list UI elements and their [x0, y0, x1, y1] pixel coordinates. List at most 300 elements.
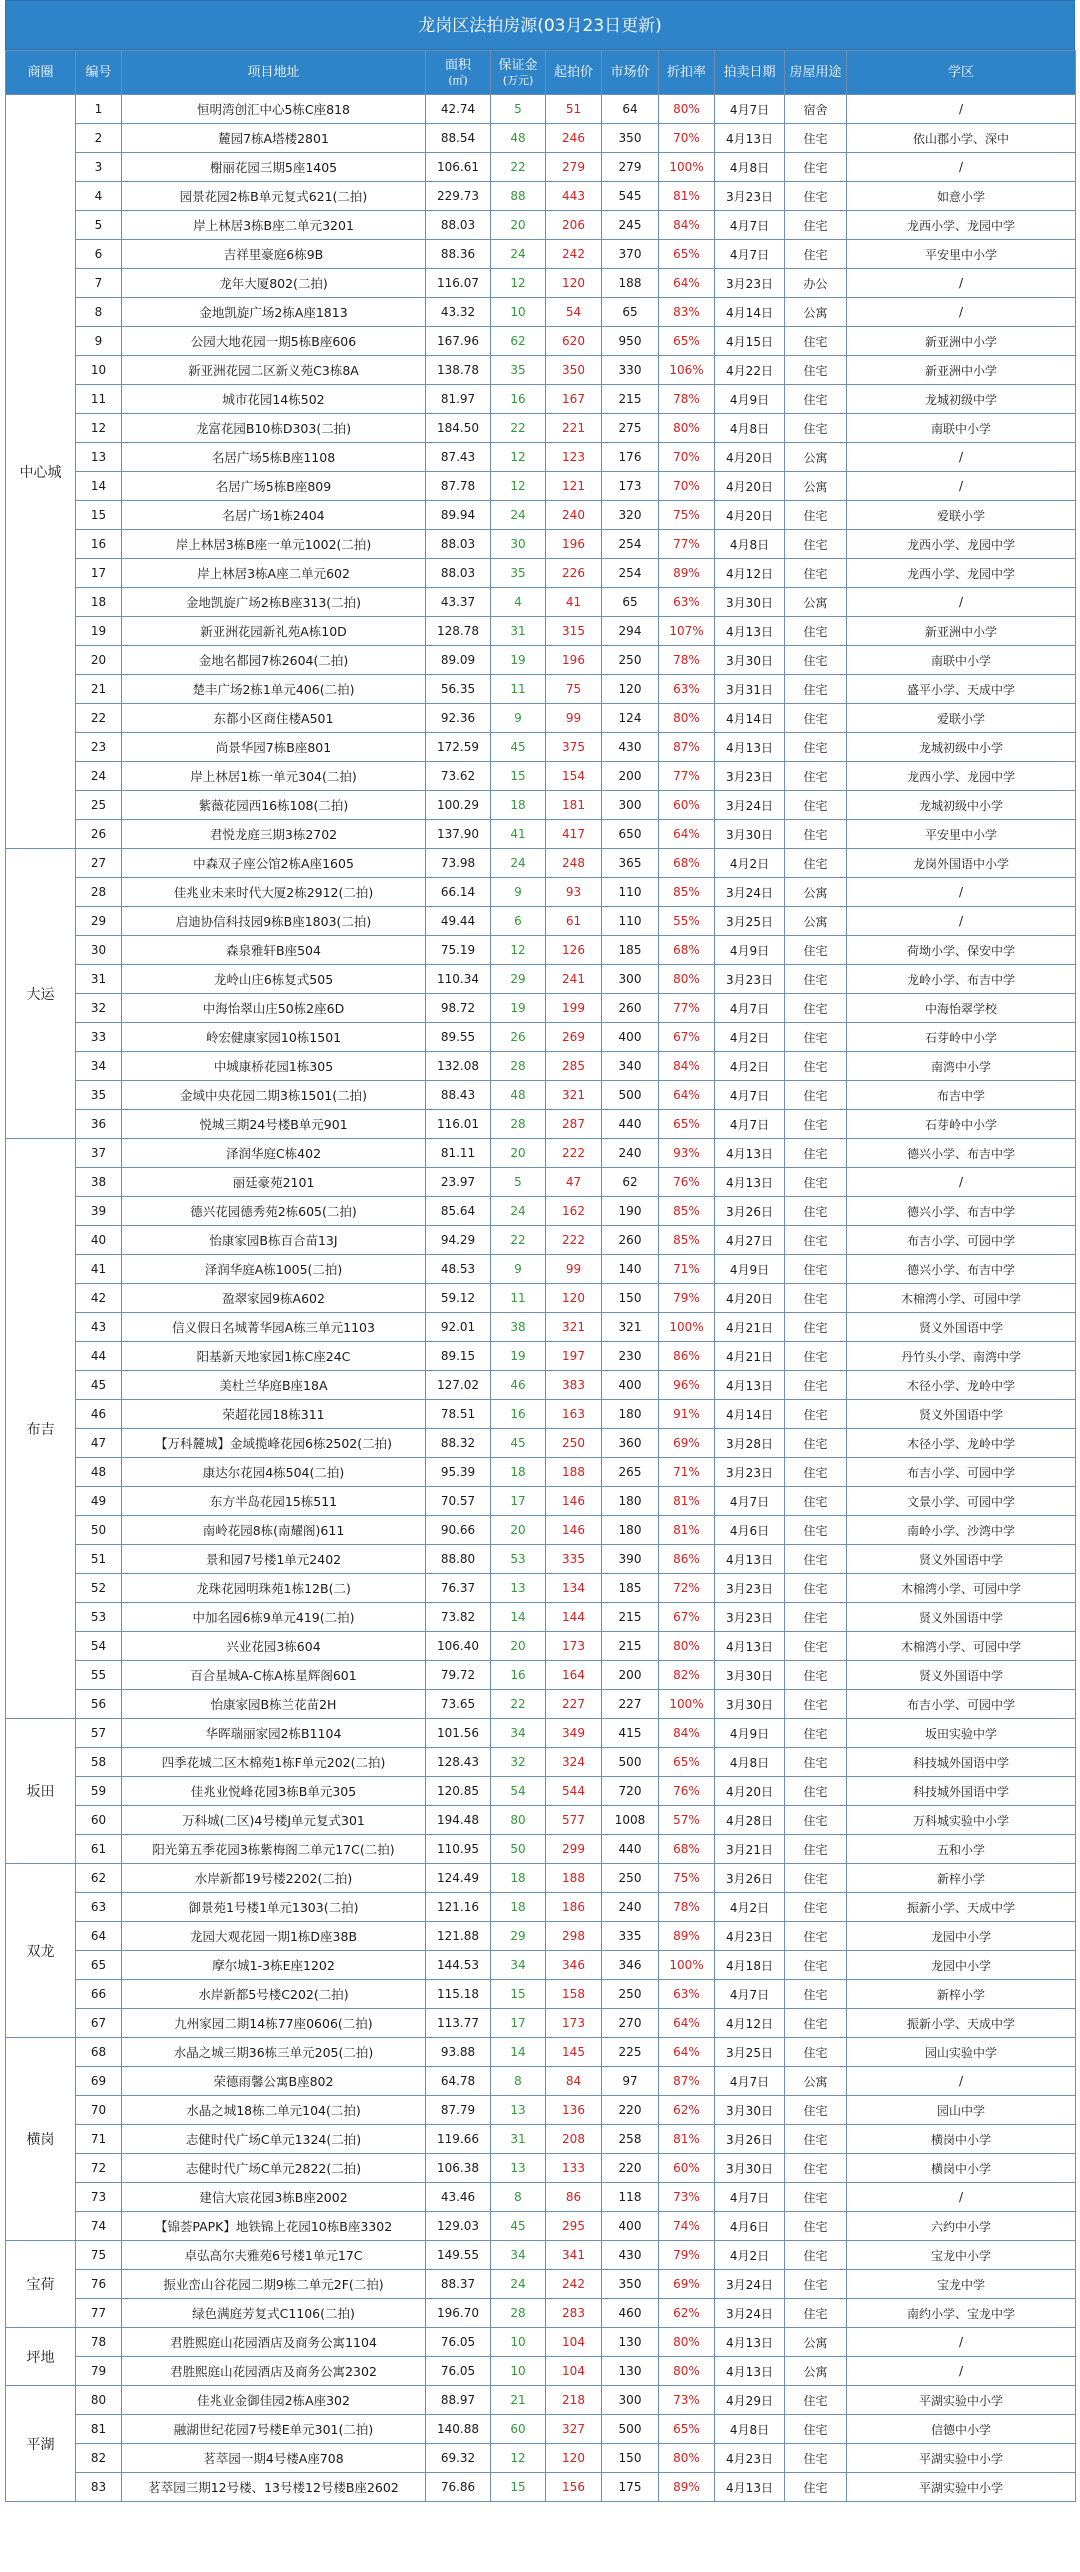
row-school: 园山实验中学 [847, 2038, 1076, 2067]
row-address: 金地名都园7栋2604(二拍) [122, 646, 426, 675]
row-address: 泽润华庭A栋1005(二拍) [122, 1255, 426, 1284]
row-market-price: 150 [602, 2444, 659, 2473]
row-usage: 住宅 [785, 2125, 847, 2154]
row-market-price: 150 [602, 1284, 659, 1313]
row-school: 贤义外国语中学 [847, 1603, 1076, 1632]
row-deposit: 88 [491, 182, 546, 211]
row-number: 44 [76, 1342, 122, 1371]
row-usage: 住宅 [785, 1458, 847, 1487]
row-usage: 住宅 [785, 1603, 847, 1632]
row-market-price: 110 [602, 878, 659, 907]
row-circle: 双龙 [6, 1864, 76, 2038]
row-discount: 70% [659, 472, 715, 501]
table-row [6, 1719, 1076, 1748]
row-number: 14 [76, 472, 122, 501]
row-area: 95.39 [426, 1458, 491, 1487]
row-area: 110.34 [426, 965, 491, 994]
row-deposit: 5 [491, 95, 546, 124]
row-school: 木径小学、龙岭中学 [847, 1429, 1076, 1458]
row-address: 茗萃园三期12号楼、13号楼12号楼B座2602 [122, 2473, 426, 2502]
row-deposit: 6 [491, 907, 546, 936]
table-row [6, 1574, 1076, 1603]
row-usage: 住宅 [785, 1516, 847, 1545]
row-usage: 住宅 [785, 2473, 847, 2502]
row-auction-date: 4月12日 [715, 559, 785, 588]
row-usage: 住宅 [785, 2212, 847, 2241]
row-address: 新亚洲花园二区新义苑C3栋8A [122, 356, 426, 385]
row-start-price: 383 [546, 1371, 602, 1400]
row-start-price: 246 [546, 124, 602, 153]
table-row [6, 298, 1076, 327]
row-auction-date: 4月27日 [715, 1226, 785, 1255]
row-auction-date: 3月25日 [715, 2038, 785, 2067]
row-circle: 大运 [6, 849, 76, 1139]
row-discount: 65% [659, 2415, 715, 2444]
row-area: 69.32 [426, 2444, 491, 2473]
row-discount: 91% [659, 1400, 715, 1429]
row-auction-date: 3月30日 [715, 820, 785, 849]
row-auction-date: 3月23日 [715, 269, 785, 298]
row-deposit: 32 [491, 1748, 546, 1777]
row-school: 宝龙中小学 [847, 2241, 1076, 2270]
row-discount: 57% [659, 1806, 715, 1835]
row-market-price: 370 [602, 240, 659, 269]
row-start-price: 443 [546, 182, 602, 211]
row-number: 41 [76, 1255, 122, 1284]
row-deposit: 11 [491, 675, 546, 704]
row-discount: 86% [659, 1342, 715, 1371]
row-auction-date: 4月13日 [715, 1371, 785, 1400]
row-deposit: 15 [491, 2473, 546, 2502]
row-address: 城市花园14栋502 [122, 385, 426, 414]
table-row [6, 559, 1076, 588]
row-address: 龙富花园B10栋D303(二拍) [122, 414, 426, 443]
row-school: 木棉湾小学、可园中学 [847, 1632, 1076, 1661]
row-school: 中海怡翠学校 [847, 994, 1076, 1023]
row-number: 68 [76, 2038, 122, 2067]
row-usage: 住宅 [785, 240, 847, 269]
row-start-price: 577 [546, 1806, 602, 1835]
row-area: 93.88 [426, 2038, 491, 2067]
row-deposit: 34 [491, 1951, 546, 1980]
row-start-price: 240 [546, 501, 602, 530]
row-area: 81.11 [426, 1139, 491, 1168]
row-start-price: 136 [546, 2096, 602, 2125]
table-row [6, 1545, 1076, 1574]
row-number: 35 [76, 1081, 122, 1110]
header-area-label: 面积 [444, 57, 471, 73]
row-area: 127.02 [426, 1371, 491, 1400]
row-auction-date: 3月23日 [715, 1458, 785, 1487]
row-discount: 60% [659, 791, 715, 820]
row-market-price: 340 [602, 1052, 659, 1081]
row-address: 尚景华园7栋B座801 [122, 733, 426, 762]
row-deposit: 18 [491, 1893, 546, 1922]
row-number: 13 [76, 443, 122, 472]
table-row [6, 1255, 1076, 1284]
header-date: 拍卖日期 [715, 51, 785, 95]
row-number: 79 [76, 2357, 122, 2386]
row-deposit: 29 [491, 965, 546, 994]
row-school: 平湖实验中小学 [847, 2444, 1076, 2473]
row-start-price: 349 [546, 1719, 602, 1748]
row-number: 51 [76, 1545, 122, 1574]
row-auction-date: 4月9日 [715, 936, 785, 965]
row-discount: 65% [659, 1110, 715, 1139]
row-circle: 横岗 [6, 2038, 76, 2241]
row-start-price: 104 [546, 2357, 602, 2386]
table-row [6, 1313, 1076, 1342]
row-area: 73.65 [426, 1690, 491, 1719]
row-start-price: 269 [546, 1023, 602, 1052]
row-area: 88.97 [426, 2386, 491, 2415]
row-deposit: 17 [491, 1487, 546, 1516]
row-number: 71 [76, 2125, 122, 2154]
table-row [6, 2386, 1076, 2415]
row-address: 盈翠家园9栋A602 [122, 1284, 426, 1313]
row-area: 101.56 [426, 1719, 491, 1748]
row-market-price: 1008 [602, 1806, 659, 1835]
row-usage: 住宅 [785, 1777, 847, 1806]
row-address: 园景花园2栋B单元复式621(二拍) [122, 182, 426, 211]
row-discount: 85% [659, 1226, 715, 1255]
row-deposit: 13 [491, 2096, 546, 2125]
row-usage: 住宅 [785, 2270, 847, 2299]
row-market-price: 245 [602, 211, 659, 240]
row-number: 29 [76, 907, 122, 936]
row-area: 89.15 [426, 1342, 491, 1371]
row-deposit: 15 [491, 762, 546, 791]
row-usage: 住宅 [785, 1690, 847, 1719]
row-usage: 住宅 [785, 2154, 847, 2183]
row-area: 149.55 [426, 2241, 491, 2270]
table-row [6, 1806, 1076, 1835]
row-school: 六约中小学 [847, 2212, 1076, 2241]
row-school: 新亚洲中小学 [847, 617, 1076, 646]
row-deposit: 34 [491, 1719, 546, 1748]
row-deposit: 10 [491, 298, 546, 327]
row-number: 25 [76, 791, 122, 820]
row-start-price: 206 [546, 211, 602, 240]
row-area: 196.70 [426, 2299, 491, 2328]
row-market-price: 215 [602, 1603, 659, 1632]
row-usage: 住宅 [785, 2386, 847, 2415]
row-school: 平安里中小学 [847, 240, 1076, 269]
row-discount: 100% [659, 153, 715, 182]
table-row [6, 1864, 1076, 1893]
row-start-price: 162 [546, 1197, 602, 1226]
row-auction-date: 4月6日 [715, 1516, 785, 1545]
row-start-price: 133 [546, 2154, 602, 2183]
row-address: 启迪协信科技园9栋B座1803(二拍) [122, 907, 426, 936]
row-auction-date: 4月20日 [715, 472, 785, 501]
row-school: 平湖实验中小学 [847, 2473, 1076, 2502]
row-auction-date: 4月6日 [715, 2212, 785, 2241]
row-school: 石芽岭中小学 [847, 1110, 1076, 1139]
row-market-price: 950 [602, 327, 659, 356]
row-number: 23 [76, 733, 122, 762]
row-auction-date: 3月28日 [715, 1429, 785, 1458]
row-market-price: 180 [602, 1400, 659, 1429]
row-school: 布吉中学 [847, 1081, 1076, 1110]
row-number: 66 [76, 1980, 122, 2009]
table-row [6, 2299, 1076, 2328]
row-usage: 住宅 [785, 1574, 847, 1603]
row-address: 中森双子座公馆2栋A座1605 [122, 849, 426, 878]
row-number: 16 [76, 530, 122, 559]
row-area: 129.03 [426, 2212, 491, 2241]
row-school: / [847, 269, 1076, 298]
row-discount: 89% [659, 559, 715, 588]
row-auction-date: 4月22日 [715, 356, 785, 385]
table-row [6, 240, 1076, 269]
row-discount: 62% [659, 2096, 715, 2125]
row-deposit: 62 [491, 327, 546, 356]
row-number: 57 [76, 1719, 122, 1748]
table-row [6, 704, 1076, 733]
row-discount: 69% [659, 1429, 715, 1458]
row-discount: 86% [659, 1545, 715, 1574]
row-usage: 住宅 [785, 936, 847, 965]
row-deposit: 19 [491, 646, 546, 675]
row-market-price: 175 [602, 2473, 659, 2502]
row-start-price: 145 [546, 2038, 602, 2067]
row-auction-date: 4月13日 [715, 733, 785, 762]
table-row [6, 472, 1076, 501]
row-usage: 住宅 [785, 1661, 847, 1690]
row-circle: 坂田 [6, 1719, 76, 1864]
row-deposit: 48 [491, 1081, 546, 1110]
table-row [6, 2096, 1076, 2125]
row-number: 74 [76, 2212, 122, 2241]
row-deposit: 80 [491, 1806, 546, 1835]
row-deposit: 22 [491, 1226, 546, 1255]
row-school: 布吉小学、可园中学 [847, 1458, 1076, 1487]
row-area: 76.05 [426, 2328, 491, 2357]
row-school: 横岗中小学 [847, 2154, 1076, 2183]
row-deposit: 31 [491, 2125, 546, 2154]
row-area: 92.36 [426, 704, 491, 733]
row-number: 75 [76, 2241, 122, 2270]
table-row [6, 588, 1076, 617]
table-row [6, 849, 1076, 878]
row-start-price: 188 [546, 1458, 602, 1487]
table-row [6, 1371, 1076, 1400]
row-deposit: 18 [491, 1458, 546, 1487]
row-area: 76.05 [426, 2357, 491, 2386]
table-row [6, 1342, 1076, 1371]
row-start-price: 327 [546, 2415, 602, 2444]
row-address: 君胜熙庭山花园酒店及商务公寓2302 [122, 2357, 426, 2386]
row-number: 49 [76, 1487, 122, 1516]
row-discount: 63% [659, 675, 715, 704]
row-start-price: 99 [546, 1255, 602, 1284]
row-address: 阳光第五季花园3栋紫梅阁二单元17C(二拍) [122, 1835, 426, 1864]
row-auction-date: 4月13日 [715, 617, 785, 646]
row-auction-date: 4月20日 [715, 1284, 785, 1313]
row-market-price: 64 [602, 95, 659, 124]
row-area: 124.49 [426, 1864, 491, 1893]
row-number: 10 [76, 356, 122, 385]
row-auction-date: 3月30日 [715, 588, 785, 617]
row-number: 73 [76, 2183, 122, 2212]
row-auction-date: 4月7日 [715, 95, 785, 124]
row-school: 爱联小学 [847, 501, 1076, 530]
row-discount: 62% [659, 2299, 715, 2328]
row-market-price: 225 [602, 2038, 659, 2067]
row-deposit: 12 [491, 472, 546, 501]
row-number: 15 [76, 501, 122, 530]
row-number: 80 [76, 2386, 122, 2415]
row-address: 东方半岛花园15栋511 [122, 1487, 426, 1516]
row-area: 56.35 [426, 675, 491, 704]
row-usage: 住宅 [785, 124, 847, 153]
row-circle: 坪地 [6, 2328, 76, 2386]
row-area: 88.54 [426, 124, 491, 153]
row-number: 40 [76, 1226, 122, 1255]
row-address: 美杜兰华庭B座18A [122, 1371, 426, 1400]
sheet-title: 龙岗区法拍房源(03月23日更新) [5, 0, 1075, 50]
row-number: 3 [76, 153, 122, 182]
row-deposit: 11 [491, 1284, 546, 1313]
row-discount: 107% [659, 617, 715, 646]
row-start-price: 163 [546, 1400, 602, 1429]
row-market-price: 130 [602, 2328, 659, 2357]
table-row [6, 1023, 1076, 1052]
row-discount: 68% [659, 936, 715, 965]
table-row [6, 385, 1076, 414]
row-address: 佳兆业金御佳园2栋A座302 [122, 2386, 426, 2415]
row-number: 36 [76, 1110, 122, 1139]
table-row [6, 1458, 1076, 1487]
row-circle: 中心城 [6, 95, 76, 849]
row-address: 万科城(二区)4号楼J单元复式301 [122, 1806, 426, 1835]
row-area: 64.78 [426, 2067, 491, 2096]
row-number: 69 [76, 2067, 122, 2096]
table-row [6, 2270, 1076, 2299]
row-school: / [847, 472, 1076, 501]
row-usage: 公寓 [785, 878, 847, 907]
row-usage: 住宅 [785, 2299, 847, 2328]
row-auction-date: 4月9日 [715, 1255, 785, 1284]
row-auction-date: 4月20日 [715, 443, 785, 472]
row-deposit: 24 [491, 2270, 546, 2299]
row-number: 12 [76, 414, 122, 443]
row-school: 依山郡小学、深中 [847, 124, 1076, 153]
row-auction-date: 4月2日 [715, 1023, 785, 1052]
row-usage: 住宅 [785, 356, 847, 385]
table-row [6, 1661, 1076, 1690]
row-start-price: 287 [546, 1110, 602, 1139]
row-market-price: 227 [602, 1690, 659, 1719]
row-market-price: 65 [602, 588, 659, 617]
row-area: 116.01 [426, 1110, 491, 1139]
table-row [6, 1748, 1076, 1777]
row-start-price: 164 [546, 1661, 602, 1690]
row-discount: 79% [659, 1284, 715, 1313]
table-row [6, 1690, 1076, 1719]
row-deposit: 54 [491, 1777, 546, 1806]
row-school: 南约小学、宝龙中学 [847, 2299, 1076, 2328]
row-area: 116.07 [426, 269, 491, 298]
row-area: 121.16 [426, 1893, 491, 1922]
row-auction-date: 4月23日 [715, 2444, 785, 2473]
row-number: 31 [76, 965, 122, 994]
row-auction-date: 4月8日 [715, 153, 785, 182]
row-auction-date: 4月7日 [715, 240, 785, 269]
row-market-price: 173 [602, 472, 659, 501]
row-deposit: 13 [491, 2154, 546, 2183]
row-start-price: 144 [546, 1603, 602, 1632]
row-discount: 80% [659, 95, 715, 124]
row-usage: 公寓 [785, 298, 847, 327]
row-market-price: 321 [602, 1313, 659, 1342]
row-number: 53 [76, 1603, 122, 1632]
row-school: 龙城初级中小学 [847, 733, 1076, 762]
table-row [6, 1226, 1076, 1255]
row-market-price: 440 [602, 1835, 659, 1864]
row-area: 88.32 [426, 1429, 491, 1458]
row-number: 1 [76, 95, 122, 124]
row-discount: 89% [659, 2473, 715, 2502]
table-row [6, 327, 1076, 356]
row-deposit: 34 [491, 2241, 546, 2270]
row-school: / [847, 588, 1076, 617]
row-address: 名居广场5栋B座809 [122, 472, 426, 501]
row-market-price: 300 [602, 965, 659, 994]
table-row [6, 356, 1076, 385]
row-deposit: 19 [491, 994, 546, 1023]
row-start-price: 54 [546, 298, 602, 327]
table-row [6, 2415, 1076, 2444]
row-start-price: 156 [546, 2473, 602, 2502]
row-auction-date: 3月21日 [715, 1835, 785, 1864]
row-address: 岸上林居1栋一单元304(二拍) [122, 762, 426, 791]
row-address: 德兴花园德秀苑2栋605(二拍) [122, 1197, 426, 1226]
row-number: 63 [76, 1893, 122, 1922]
table-row [6, 211, 1076, 240]
row-auction-date: 4月21日 [715, 1313, 785, 1342]
header-market: 市场价 [602, 51, 659, 95]
row-address: 志健时代广场C单元1324(二拍) [122, 2125, 426, 2154]
row-usage: 住宅 [785, 849, 847, 878]
row-usage: 公寓 [785, 2067, 847, 2096]
row-discount: 106% [659, 356, 715, 385]
row-address: 茗萃园一期4号楼A座708 [122, 2444, 426, 2473]
row-school: 平安里中小学 [847, 820, 1076, 849]
row-market-price: 650 [602, 820, 659, 849]
row-school: / [847, 1168, 1076, 1197]
row-start-price: 123 [546, 443, 602, 472]
table-row [6, 501, 1076, 530]
row-market-price: 120 [602, 675, 659, 704]
row-school: 贤义外国语中学 [847, 1545, 1076, 1574]
table-row [6, 646, 1076, 675]
row-usage: 住宅 [785, 1139, 847, 1168]
row-usage: 住宅 [785, 1081, 847, 1110]
row-usage: 住宅 [785, 1980, 847, 2009]
row-auction-date: 4月18日 [715, 1951, 785, 1980]
row-auction-date: 4月9日 [715, 385, 785, 414]
row-deposit: 22 [491, 1690, 546, 1719]
row-school: 南联中小学 [847, 646, 1076, 675]
row-deposit: 35 [491, 356, 546, 385]
row-discount: 60% [659, 2154, 715, 2183]
row-school: 五和小学 [847, 1835, 1076, 1864]
table-row [6, 1284, 1076, 1313]
row-start-price: 199 [546, 994, 602, 1023]
row-discount: 82% [659, 1661, 715, 1690]
